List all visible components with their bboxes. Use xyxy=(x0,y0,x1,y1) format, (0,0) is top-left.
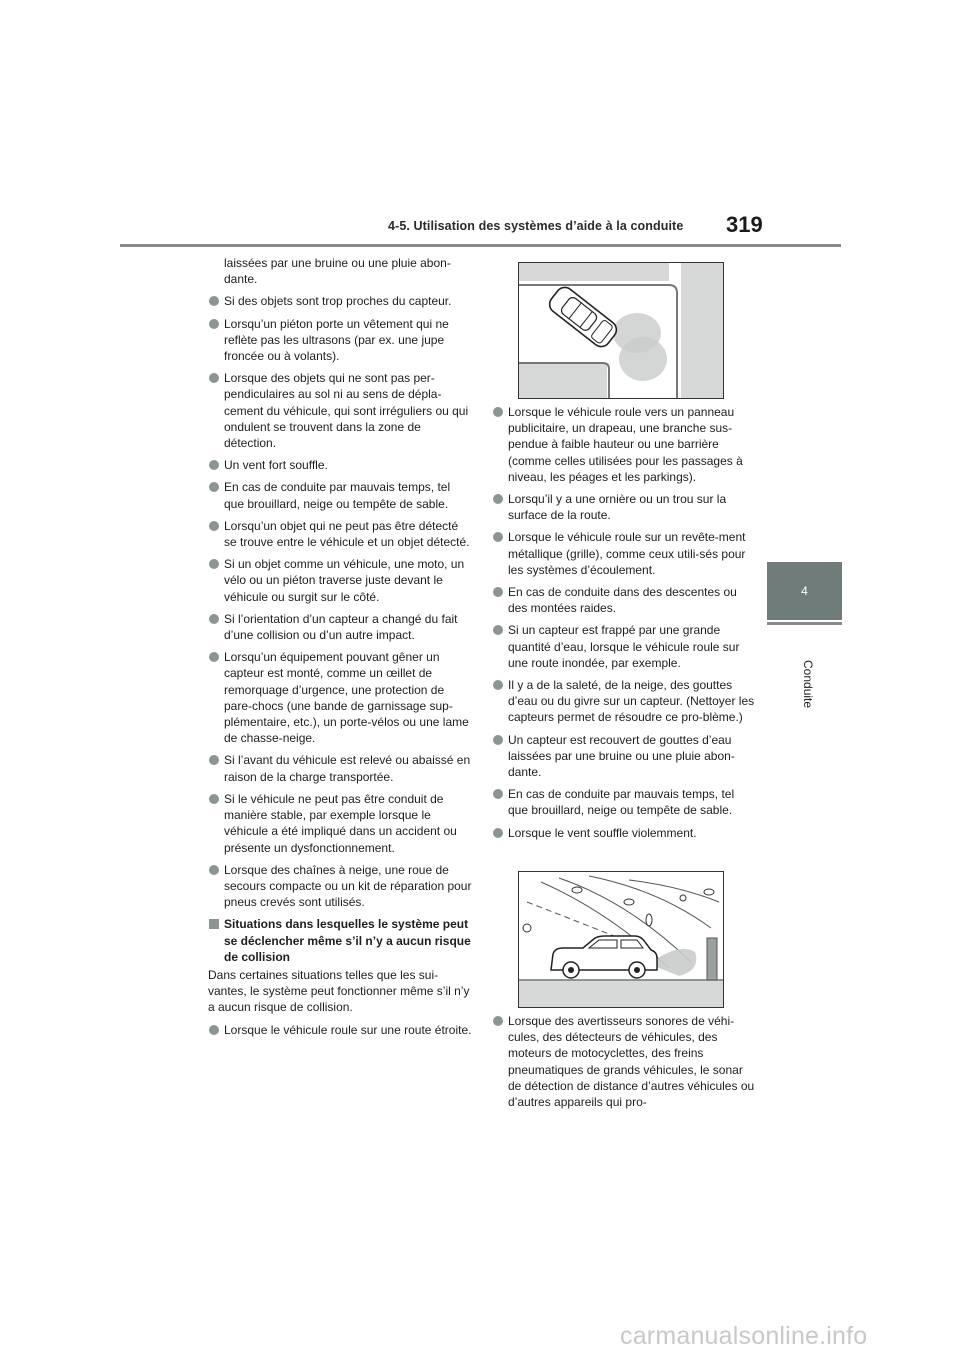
bullet-item xyxy=(208,293,472,309)
round-bullet-icon xyxy=(209,373,219,383)
round-bullet-icon xyxy=(493,828,503,838)
continuation-text: laissées par une bruine ou une pluie abon-dante. xyxy=(224,256,451,287)
round-bullet-icon xyxy=(493,494,503,504)
bullet-text: Lorsque le véhicule roule sur une route étroite. xyxy=(224,1022,472,1037)
bullet-item xyxy=(208,1022,472,1038)
bullet-text: En cas de conduite par mauvais temps, tel que brouillard, neige ou tempête de sable. xyxy=(508,787,735,818)
narrow-road-illustration xyxy=(518,262,724,399)
round-bullet-icon xyxy=(493,532,503,542)
bullet-text: En cas de conduite dans des descentes ou des montées raides. xyxy=(508,585,737,616)
bullet-item xyxy=(208,862,472,911)
bullet-text: Si l’orientation d’un capteur a changé du fait d’une collision ou d’un autre impact. xyxy=(224,611,458,643)
bullet-item xyxy=(208,649,472,746)
bullet-item xyxy=(492,825,756,841)
bullet-text: Lorsqu’un équipement pouvant gêner un capteur est monté, comme un œillet de remorquage d’urgence, une protection de pare-chocs (une bande de garnissage sup-plémentaire, etc.), un porte-vélos ou une lame de chasse-neige. xyxy=(224,650,469,746)
round-bullet-icon xyxy=(209,755,219,765)
bullet-text: En cas de conduite par mauvais temps, tel que brouillard, neige ou tempête de sable. xyxy=(224,480,451,511)
section-intro: Dans certaines situations telles que les sui-vantes, le système peut fonctionner même s’il n’y a aucun risque de collision. xyxy=(208,967,470,1015)
round-bullet-icon xyxy=(493,625,503,635)
bullet-item xyxy=(492,404,756,485)
bullet-item xyxy=(208,457,472,473)
bullet-text: Lorsque le véhicule roule sur un revête-ment métallique (grille), comme ceux utili-sés pour les systèmes d’écoulement. xyxy=(508,530,746,577)
strong-wind-illustration xyxy=(518,871,724,1008)
round-bullet-icon xyxy=(209,559,219,569)
bullet-text: Si des objets sont trop proches du capteur. xyxy=(224,294,452,309)
round-bullet-icon xyxy=(209,1025,219,1035)
bullet-text: Un capteur est recouvert de gouttes d’eau laissées par une bruine ou une pluie abon-dante. xyxy=(508,732,735,780)
bullet-item xyxy=(208,752,472,784)
bullet-text: Si un capteur est frappé par une grande quantité d’eau, lorsque le véhicule roule sur une route inondée, par exemple. xyxy=(508,623,740,670)
section-title: 4-5. Utilisation des systèmes d’aide à la conduite xyxy=(388,219,684,233)
bullet-text: Lorsque le véhicule roule vers un panneau publicitaire, un drapeau, une branche sus-pendue à faible hauteur ou une barrière (comme celles utilisées pour les passages à niveau, les péages et les parkings). xyxy=(508,405,743,484)
bullet-item xyxy=(208,556,472,605)
chapter-tab-divider xyxy=(767,622,842,625)
round-bullet-icon xyxy=(209,865,219,875)
bullet-item xyxy=(208,479,472,511)
square-bullet-icon xyxy=(209,919,219,929)
left-column xyxy=(208,255,472,1044)
chapter-tab[interactable]: 4 xyxy=(767,562,842,620)
bullet-item xyxy=(492,1013,756,1110)
bullet-item xyxy=(208,791,472,856)
round-bullet-icon xyxy=(493,789,503,799)
bullet-list xyxy=(208,1022,472,1038)
chapter-label: Conduite xyxy=(801,660,815,709)
page-number: 319 xyxy=(726,212,763,237)
round-bullet-icon xyxy=(209,521,219,531)
bullet-item xyxy=(492,622,756,671)
header-divider xyxy=(120,244,841,247)
bullet-text: Lorsque le vent souffle violemment. xyxy=(508,825,697,840)
bullet-item xyxy=(208,518,472,550)
bullet-item xyxy=(208,370,472,451)
round-bullet-icon xyxy=(209,319,219,329)
bullet-text: Lorsqu’un objet qui ne peut pas être détecté se trouve entre le véhicule et un objet détecté. xyxy=(224,518,470,550)
round-bullet-icon xyxy=(209,296,219,306)
bullet-item xyxy=(492,529,756,578)
section-heading-text: Situations dans lesquelles le système peut se déclencher même s’il n’y a aucun risque de collision xyxy=(224,917,471,964)
round-bullet-icon xyxy=(209,794,219,804)
round-bullet-icon xyxy=(493,1016,503,1026)
section-heading xyxy=(208,916,472,965)
bullet-item xyxy=(208,316,472,365)
bullet-text: Lorsqu’il y a une ornière ou un trou sur la surface de la route. xyxy=(508,492,727,523)
round-bullet-icon xyxy=(209,482,219,492)
round-bullet-icon xyxy=(209,652,219,662)
bullet-item xyxy=(208,611,472,643)
bullet-item xyxy=(492,732,756,781)
bullet-list xyxy=(492,1013,756,1110)
right-column xyxy=(492,404,756,847)
round-bullet-icon xyxy=(493,680,503,690)
bullet-item xyxy=(492,584,756,616)
bullet-text: Si un objet comme un véhicule, une moto, un vélo ou un piéton traverse juste devant le véhicule ou surgit sur le côté. xyxy=(224,557,465,604)
round-bullet-icon xyxy=(493,735,503,745)
bullet-text: Si l’avant du véhicule est relevé ou abaissé en raison de la charge transportée. xyxy=(224,753,471,784)
bullet-text: Lorsque des chaînes à neige, une roue de secours compacte ou un kit de réparation pour pneus crevés sont utilisés. xyxy=(224,862,472,910)
bullet-text: Lorsqu’un piéton porte un vêtement qui ne reflète pas les ultrasons (par ex. une jupe froncée ou à volants). xyxy=(224,316,449,364)
bullet-list xyxy=(492,404,756,841)
bullet-text: Un vent fort souffle. xyxy=(224,458,328,473)
round-bullet-icon xyxy=(493,407,503,417)
round-bullet-icon xyxy=(209,614,219,624)
bullet-text: Lorsque des objets qui ne sont pas per-pendiculaires au sol ni au sens de dépla-cement du véhicule, qui sont irréguliers ou qui ondulent se trouvent dans la zone de détection. xyxy=(224,371,469,451)
bullet-item xyxy=(492,677,756,726)
bullet-text: Si le véhicule ne peut pas être conduit de manière stable, par exemple lorsque le véhicule a été impliqué dans un accident ou présente un dysfonctionnement. xyxy=(224,791,457,855)
bullet-item xyxy=(492,491,756,523)
bullet-list xyxy=(208,293,472,910)
round-bullet-icon xyxy=(209,460,219,470)
bullet-text: Il y a de la saleté, de la neige, des gouttes d’eau ou du givre sur un capteur. (Nettoyer les capteurs permet de résoudre ce pro-blème.) xyxy=(508,678,755,725)
right-column-continued xyxy=(492,1013,756,1116)
round-bullet-icon xyxy=(493,587,503,597)
bullet-item xyxy=(492,786,756,818)
watermark: carmanualsonline.info xyxy=(620,1322,868,1350)
bullet-text: Lorsque des avertisseurs sonores de véhi-cules, des détecteurs de véhicules, des moteurs de motocyclettes, des freins pneumatiques de grands véhicules, le sonar de détection de distance d’autres véhicules ou d’autres appareils qui pro- xyxy=(508,1014,755,1110)
